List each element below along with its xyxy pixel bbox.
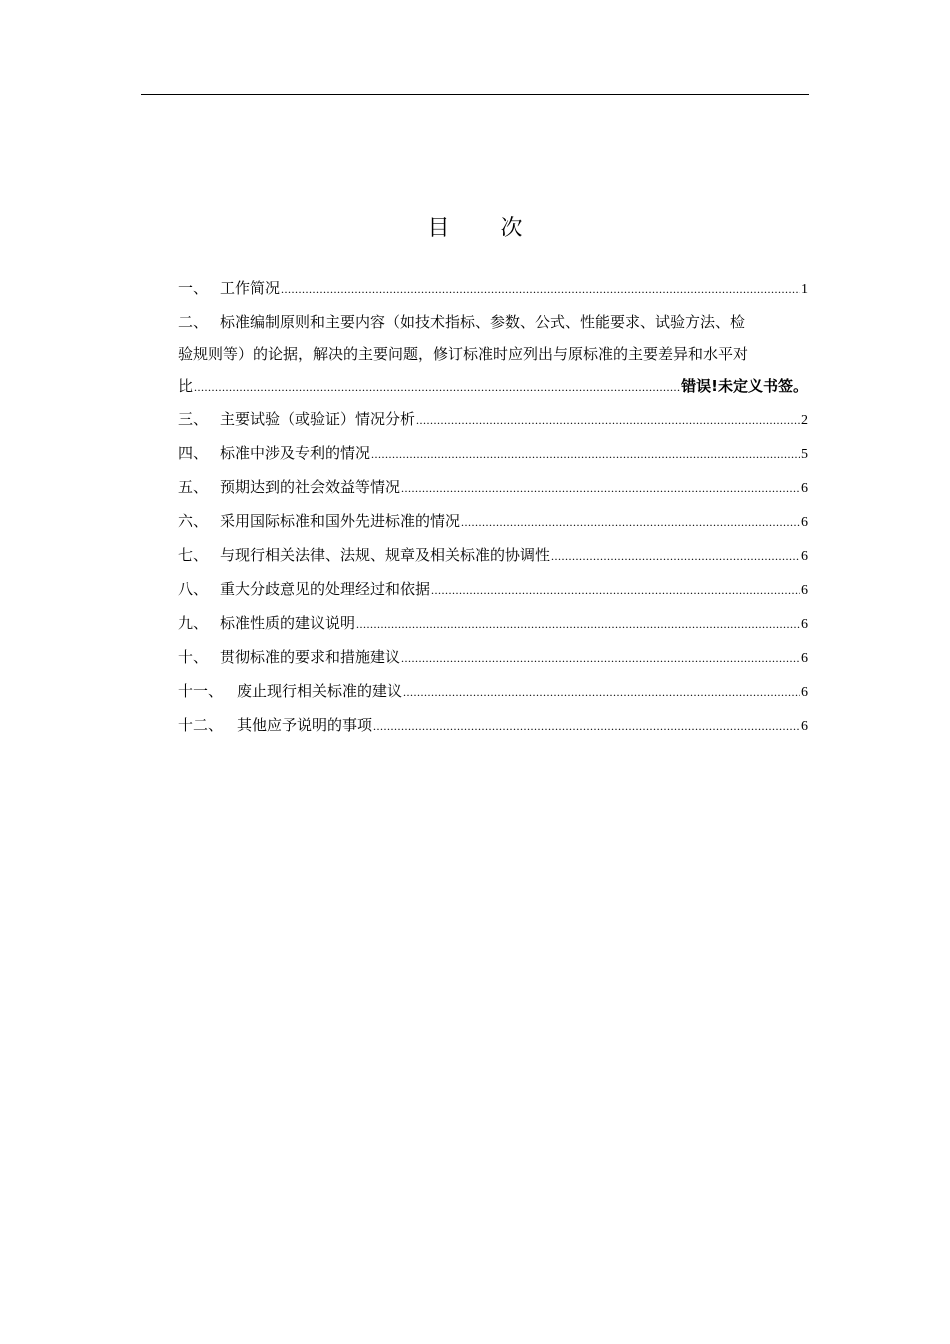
toc-entry-2[interactable] bbox=[178, 306, 808, 403]
dot-leader bbox=[416, 404, 800, 436]
dot-leader bbox=[281, 273, 800, 305]
dot-leader bbox=[401, 642, 800, 674]
dot-leader bbox=[371, 438, 800, 470]
toc-entry-number: 二、 bbox=[178, 313, 209, 331]
toc-entry-number: 一、 bbox=[178, 279, 209, 297]
toc-entry-number: 十一、 bbox=[178, 682, 224, 700]
toc-entry-page: 2 bbox=[801, 413, 808, 428]
toc-entry-number: 五、 bbox=[178, 478, 209, 496]
toc-entry-page: 6 bbox=[801, 549, 808, 564]
toc-entry-number: 九、 bbox=[178, 614, 209, 632]
dot-leader bbox=[403, 676, 800, 708]
dot-leader bbox=[431, 574, 800, 606]
toc-entry-text: 重大分歧意见的处理经过和依据 bbox=[220, 580, 431, 598]
toc-entry-text: 废止现行相关标准的建议 bbox=[237, 682, 403, 700]
toc-entry-7[interactable] bbox=[178, 539, 808, 573]
toc-entry-text: 采用国际标准和国外先进标准的情况 bbox=[220, 512, 461, 530]
toc-entry-text-line-2: 验规则等）的论据，解决的主要问题，修订标准时应列出与原标准的主要差异和水平对 bbox=[178, 345, 749, 363]
toc-entry-page: 6 bbox=[801, 515, 808, 530]
toc-entry-5[interactable] bbox=[178, 471, 808, 505]
dot-leader bbox=[401, 472, 800, 504]
toc-entry-page: 6 bbox=[801, 617, 808, 632]
toc-entry-text: 工作简况 bbox=[220, 279, 281, 297]
toc-entry-page: 6 bbox=[801, 651, 808, 666]
toc-entry-number: 十二、 bbox=[178, 716, 224, 734]
toc-entry-text: 与现行相关法律、法规、规章及相关标准的协调性 bbox=[220, 546, 551, 564]
dot-leader bbox=[551, 540, 800, 572]
toc-entry-number: 四、 bbox=[178, 444, 209, 462]
dot-leader bbox=[461, 506, 800, 538]
toc-entry-page: 6 bbox=[801, 685, 808, 700]
toc-entry-text: 贯彻标准的要求和措施建议 bbox=[220, 648, 401, 666]
header-rule bbox=[141, 94, 809, 95]
dot-leader bbox=[356, 608, 800, 640]
toc-entry-page: 6 bbox=[801, 583, 808, 598]
toc-entry-text-line-3: 比 bbox=[178, 377, 194, 395]
toc-entry-11[interactable] bbox=[178, 675, 808, 709]
toc-entry-number: 三、 bbox=[178, 410, 209, 428]
toc-entry-text: 其他应予说明的事项 bbox=[237, 716, 373, 734]
toc-entry-text: 标准性质的建议说明 bbox=[220, 614, 356, 632]
toc-entry-text-line-1: 标准编制原则和主要内容（如技术指标、参数、公式、性能要求、试验方法、检 bbox=[220, 313, 746, 331]
toc-entry-number: 六、 bbox=[178, 512, 209, 530]
toc-entry-text: 主要试验（或验证）情况分析 bbox=[220, 410, 416, 428]
toc-entry-number: 七、 bbox=[178, 546, 209, 564]
dot-leader bbox=[194, 371, 680, 403]
toc-entry-number: 八、 bbox=[178, 580, 209, 598]
toc-entry-8[interactable] bbox=[178, 573, 808, 607]
toc-entry-page: 1 bbox=[801, 282, 808, 297]
toc-entry-page: 6 bbox=[801, 719, 808, 734]
toc-entry-4[interactable] bbox=[178, 437, 808, 471]
toc-entry-12[interactable] bbox=[178, 709, 808, 743]
toc-entry-6[interactable] bbox=[178, 505, 808, 539]
toc-entry-text: 标准中涉及专利的情况 bbox=[220, 444, 371, 462]
toc-entry-9[interactable] bbox=[178, 607, 808, 641]
toc-title: 目 次 bbox=[427, 216, 545, 241]
table-of-contents bbox=[178, 272, 808, 743]
toc-entry-page: 5 bbox=[801, 447, 808, 462]
toc-entry-text: 预期达到的社会效益等情况 bbox=[220, 478, 401, 496]
toc-entry-10[interactable] bbox=[178, 641, 808, 675]
toc-entry-1[interactable] bbox=[178, 272, 808, 306]
toc-entry-3[interactable] bbox=[178, 403, 808, 437]
toc-entry-page: 6 bbox=[801, 481, 808, 496]
dot-leader bbox=[373, 710, 800, 742]
toc-entry-page-error: 错误!未定义书签。 bbox=[681, 377, 808, 395]
toc-entry-number: 十、 bbox=[178, 648, 209, 666]
